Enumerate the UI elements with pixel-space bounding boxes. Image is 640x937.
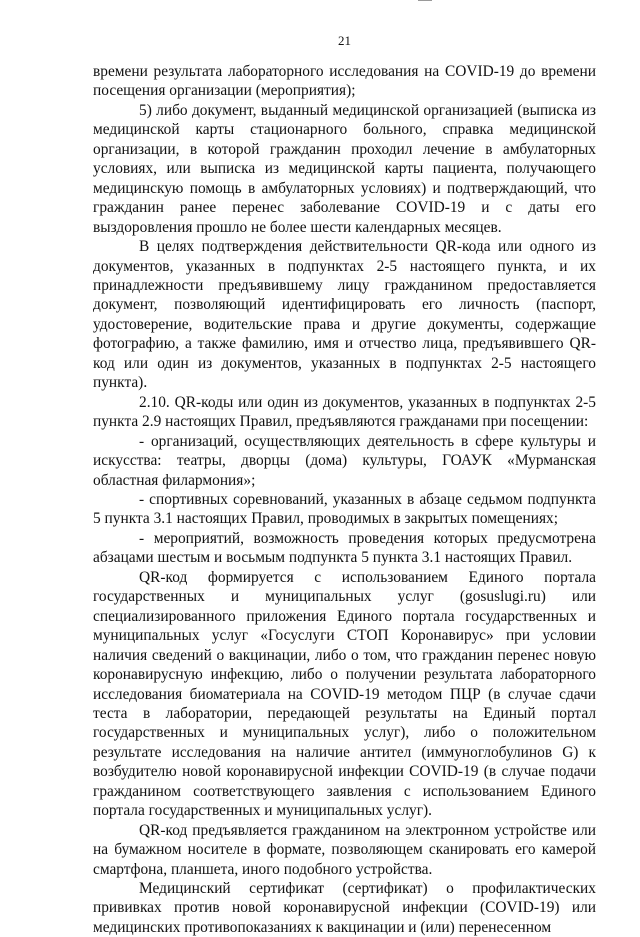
list-item-events: - мероприятий, возможность проведения которых предусмотрена абзацами шестым и восьмым подпункта 5 пункта 3.1 настоящих Правил. [93,529,596,567]
paragraph-continuation: времени результата лабораторного исследования на COVID-19 до времени посещения организации (мероприятия); [93,63,596,100]
paragraph-qr-formation: QR-код формируется с использованием Единого портала государственных и муниципальных услуг (gosuslugi.ru) или специализированного приложения Единого портала государственных и муниципальных услуг «Госуслуги СТОП Коронавирус» при условии наличия сведений о вакцинации, либо о том, что гражданин перенес новую коронавирусную инфекцию, либо о получении результата лабораторного исследования биоматериала на COVID-19 методом ПЦР (в случае сдачи теста в лаборатории, передающей результаты на Единый портал государственных и муниципальных услуг), либо о положительном результате исследования на наличие антител (иммуноглобулинов G) к возбудителю новой коронавирусной инфекции COVID-19 (в случае подачи гражданином соответствующего заявления с использованием Единого портала государственных и муниципальных услуг). [93,568,596,820]
paragraph-medical-certificate: Медицинский сертификат (сертификат) о профилактических прививках против новой коронавирусной инфекции (COVID-19) или медицинских противопоказаниях к вакцинации и (или) перенесенном [93,880,596,936]
paragraph-identity-verification: В целях подтверждения действительности QR-кода или одного из документов, указанных в подпунктах 2-5 настоящего пункта, и их принадлежности предъявившему лицу гражданином предоставляется документ, позволяющий идентифицировать его личность (паспорт, удостоверение, водительские права и другие документы, содержащие фотографию, а также фамилию, имя и отчество лица, предъявившего QR-код или один из документов, указанных в подпунктах 2-5 настоящего пункта). [93,238,596,392]
list-item-sports: - спортивных соревнований, указанных в абзаце седьмом подпункта 5 пункта 3.1 настоящих Правил, проводимых в закрытых помещениях; [93,490,596,528]
list-item-culture: - организаций, осуществляющих деятельность в сфере культуры и искусства: театры, дворцы (дома) культуры, ГОАУК «Мурманская областная филармония»; [93,432,596,489]
document-body [93,62,596,937]
paragraph-2-10: 2.10. QR-коды или один из документов, указанных в подпунктах 2-5 пункта 2.9 настоящих Правил, предъявляются гражданами при посещении: [93,393,596,431]
scan-artifact [418,0,432,1]
paragraph-item-5: 5) либо документ, выданный медицинской организацией (выписка из медицинской карты стационарного больного, справка медицинской организации, в которой гражданин проходил лечение в амбулаторных условиях, или выписка из медицинской карты пациента, получающего медицинскую помощь в амбулаторных условиях) и подтверждающий, что гражданин ранее перенес заболевание COVID-19 и с даты его выздоровления прошло не более шести календарных месяцев. [93,101,596,236]
page-number: 21 [338,33,351,48]
paragraph-qr-presentation: QR-код предъявляется гражданином на электронном устройстве или на бумажном носителе в формате, позволяющем сканировать его камерой смартфона, планшета, иного подобного устройства. [93,821,596,878]
